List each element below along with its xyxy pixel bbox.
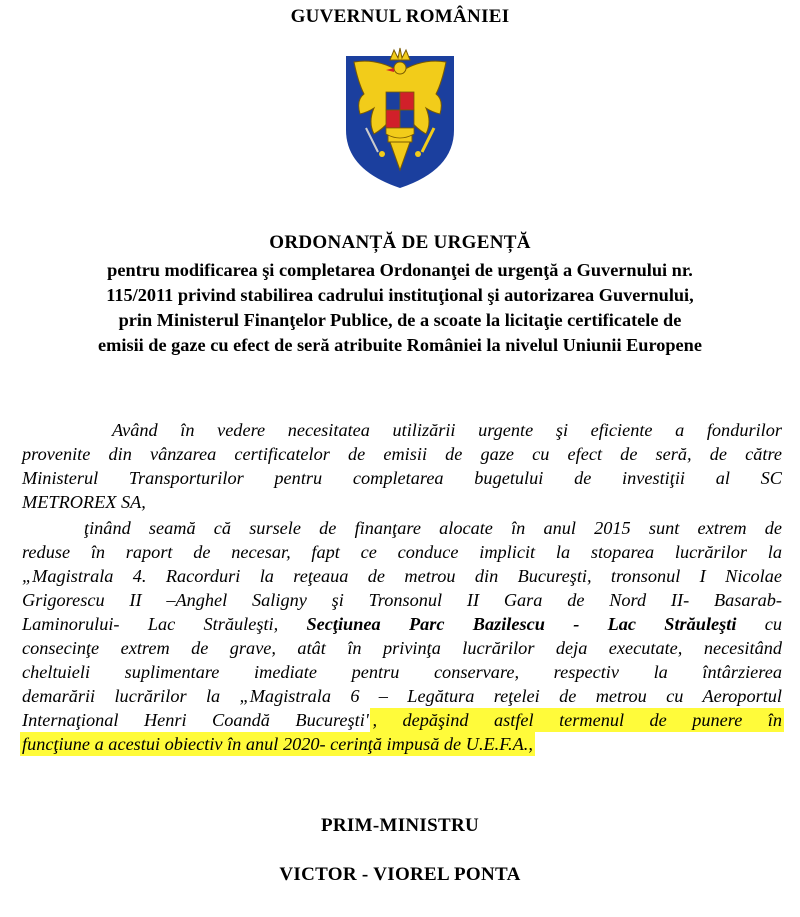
paragraph-line: Grigorescu II –Anghel Saligny şi Tronsonul II Gara de Nord II- Basarab- bbox=[22, 590, 782, 610]
line-text: cu bbox=[736, 614, 783, 634]
document-title: ORDONANȚĂ DE URGENȚĂ bbox=[269, 232, 531, 253]
paragraph-considering-funds bbox=[22, 418, 782, 514]
paragraph-funding-sources bbox=[22, 516, 782, 756]
paragraph-line: Ministerul Transporturilor pentru completarea bugetului de investiţii al SC bbox=[22, 468, 782, 488]
subtitle-line: emisii de gaze cu efect de seră atribuite României la nivelul Uniunii Europene bbox=[98, 335, 702, 355]
highlighted-text: funcţiune a acestui obiectiv în anul 2020- cerinţă impusă de U.E.F.A., bbox=[22, 734, 533, 754]
paragraph-line: METROREX SA, bbox=[22, 492, 146, 512]
bold-section-name: Secţiunea Parc Bazilescu - Lac Străuleşti bbox=[306, 614, 737, 634]
paragraph-line: provenite din vânzarea certificatelor de emisii de gaze cu efect de seră, de către bbox=[22, 444, 782, 464]
romanian-coat-of-arms-icon bbox=[338, 42, 462, 192]
paragraph-line bbox=[22, 708, 782, 732]
line-text: Laminorului- Lac Străuleşti, bbox=[22, 614, 307, 634]
subtitle-line: prin Ministerul Finanţelor Publice, de a scoate la licitaţie certificatele de bbox=[118, 310, 682, 330]
subtitle-line: 115/2011 privind stabilirea cadrului instituţional şi autorizarea Guvernului, bbox=[106, 285, 694, 305]
line-text: Internaţional Henri Coandă Bucureşti" bbox=[22, 710, 373, 730]
signatory-name: VICTOR - VIOREL PONTA bbox=[279, 864, 521, 885]
paragraph-line bbox=[22, 612, 782, 636]
document-subtitle bbox=[30, 258, 770, 358]
paragraph-line: demarării lucrărilor la „Magistrala 6 – Legătura reţelei de metrou cu Aeroportul bbox=[22, 686, 782, 706]
paragraph-line: consecinţe extrem de grave, atât în privinţa lucrărilor deja executate, necesitând bbox=[22, 638, 782, 658]
highlighted-text: , depăşind astfel termenul de punere în bbox=[372, 710, 783, 730]
subtitle-line: pentru modificarea şi completarea Ordonanţei de urgenţă a Guvernului nr. bbox=[107, 260, 693, 280]
paragraph-line: cheltuieli suplimentare imediate pentru conservare, respectiv la întârzierea bbox=[22, 662, 782, 682]
paragraph-line: Având în vedere necesitatea utilizării urgente şi eficiente a fondurilor bbox=[112, 420, 782, 440]
paragraph-line: reduse în raport de necesar, fapt ce conduce implicit la stoparea lucrărilor la bbox=[22, 542, 782, 562]
paragraph-line bbox=[22, 732, 782, 756]
government-header: GUVERNUL ROMÂNIEI bbox=[290, 6, 510, 27]
paragraph-line: „Magistrala 4. Racorduri la reţeaua de metrou din Bucureşti, tronsonul I Nicolae bbox=[22, 566, 782, 586]
paragraph-line: ţinând seamă că sursele de finanţare alocate în anul 2015 sunt extrem de bbox=[84, 518, 782, 538]
signatory-title: PRIM-MINISTRU bbox=[320, 815, 479, 836]
